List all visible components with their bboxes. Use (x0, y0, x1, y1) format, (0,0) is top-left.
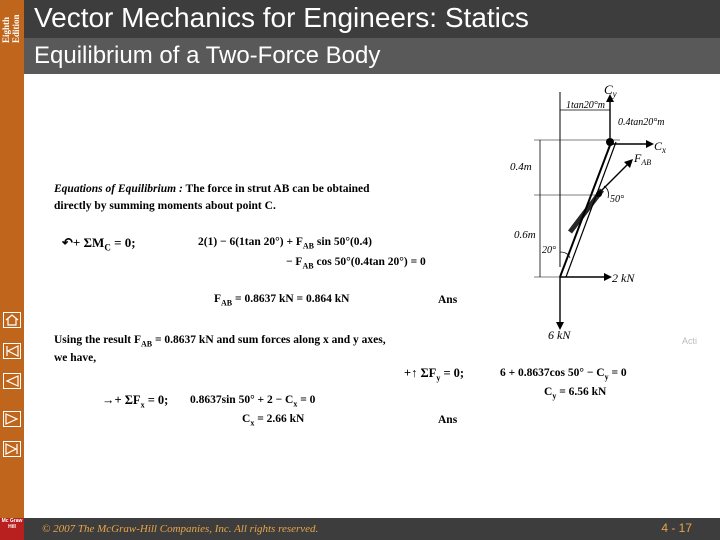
sum-fy-symbol: +↑ ΣF (404, 366, 437, 380)
equations-heading-line2: directly by summing moments about point C. (54, 200, 276, 212)
moment-line2-sub: AB (302, 261, 314, 271)
fab-result-sub: AB (221, 298, 233, 308)
slide-title: Equilibrium of a Two-Force Body (34, 42, 381, 69)
fx-equation (190, 394, 315, 408)
cx-arrowhead (646, 140, 654, 148)
using-result-sub: AB (141, 339, 153, 349)
fx-equation-sub: x (293, 399, 298, 409)
page-title: Vector Mechanics for Engineers: Statics (34, 2, 529, 33)
moment-equation-2 (286, 256, 426, 270)
cx-result-sub: x (250, 418, 255, 428)
mcgraw-hill-logo: Mc Graw Hill (0, 518, 24, 540)
moment-line2-rest: cos 50°(0.4tan 20°) = 0 (313, 256, 426, 268)
diagram-cy-label: $C_y$ (604, 82, 617, 99)
diagram-04m-label: 0.4m (510, 161, 532, 173)
sum-fx-eq: = 0; (144, 393, 169, 407)
load-2kn-arrowhead (604, 273, 612, 281)
strut-member-right (566, 142, 616, 277)
cy-result (544, 386, 606, 400)
last-slide-icon[interactable] (3, 441, 21, 457)
fy-equation (500, 367, 627, 381)
answer-label-2: Ans (438, 414, 458, 426)
moment-line2: − F (286, 256, 303, 268)
next-slide-icon[interactable] (3, 411, 21, 427)
moment-line1-rest: sin 50°(0.4) (314, 236, 372, 248)
moment-symbol: ↶+ ΣM (62, 235, 105, 250)
diagram-50-label: 50° (610, 194, 624, 205)
footer (24, 518, 720, 540)
sum-fy-eq: = 0; (440, 366, 465, 380)
cy-result-label: C (544, 386, 553, 398)
diagram-cx-label: $C_x$ (654, 139, 667, 155)
cx-result-label: C (242, 413, 251, 425)
diagram-top-dim: 1tan20°m (566, 100, 605, 111)
first-slide-icon[interactable] (3, 343, 21, 359)
edition-line1: Eighth (1, 16, 11, 43)
fy-equation-sub: y (604, 372, 609, 382)
moment-equation-1 (198, 236, 372, 250)
diagram-right-dim: 0.4tan20°m (618, 117, 665, 128)
diagram-fab-label: $F_{AB}$ (634, 151, 652, 167)
cx-result-value: = 2.66 kN (254, 413, 305, 425)
using-result-line (54, 334, 386, 348)
sum-fy-sub: y (436, 373, 441, 383)
previous-slide-icon[interactable] (3, 373, 21, 389)
sum-fx-sub: x (140, 400, 145, 410)
fx-equation-text: 0.8637sin 50° + 2 − C (190, 394, 294, 406)
fab-result-value: = 0.8637 kN = 0.864 kN (232, 293, 350, 305)
answer-label-1: Ans (438, 294, 458, 306)
moment-label (62, 235, 136, 253)
equations-heading-line (54, 183, 370, 195)
fy-equation-text: 6 + 0.8637cos 50° − C (500, 367, 605, 379)
cy-result-sub: y (552, 391, 557, 401)
diagram-20-label: 20° (542, 245, 556, 256)
moment-line1-sub: AB (302, 241, 315, 251)
fab-result (214, 293, 349, 307)
fab-arrow (600, 162, 630, 192)
fx-equation-rest: = 0 (297, 394, 316, 406)
we-have-text: we have, (54, 352, 97, 364)
using-result-text: Using the result F (54, 334, 141, 346)
cx-result (242, 413, 304, 427)
subheader (24, 38, 720, 76)
equations-heading-rest: The force in strut AB can be obtained (182, 183, 370, 195)
edition-line2: Edition (11, 14, 21, 43)
cy-result-value: = 6.56 kN (556, 386, 607, 398)
header (24, 0, 720, 38)
fab-result-label: F (214, 293, 222, 305)
moment-subscript: C (104, 242, 111, 253)
pin-c (606, 138, 614, 146)
diagram-6kn-label: 6 kN (548, 328, 571, 342)
diagram-2kn-label: 2 kN (612, 271, 635, 285)
faint-overlay-text: Acti (682, 336, 698, 346)
equations-heading: Equations of Equilibrium : (54, 183, 183, 195)
sum-fy-label (404, 366, 464, 383)
edition-label (0, 0, 24, 44)
copyright-text: © 2007 The McGraw-Hill Companies, Inc. All rights reserved. (42, 523, 319, 535)
diagram-06m-label: 0.6m (514, 229, 536, 241)
moment-line1: 2(1) − 6(1tan 20°) + F (198, 236, 303, 248)
using-result-rest: = 0.8637 kN and sum forces along x and y axes, (152, 334, 386, 346)
free-body-diagram (500, 82, 700, 344)
moment-eq-zero: = 0; (114, 235, 136, 250)
home-icon[interactable] (3, 312, 21, 328)
pin-b (596, 191, 602, 197)
fy-equation-rest: = 0 (608, 367, 627, 379)
sum-fx-label (102, 393, 168, 410)
page-number: 4 - 17 (661, 521, 692, 535)
sidebar (0, 0, 24, 540)
sum-fx-symbol: →+ ΣF (102, 393, 141, 407)
